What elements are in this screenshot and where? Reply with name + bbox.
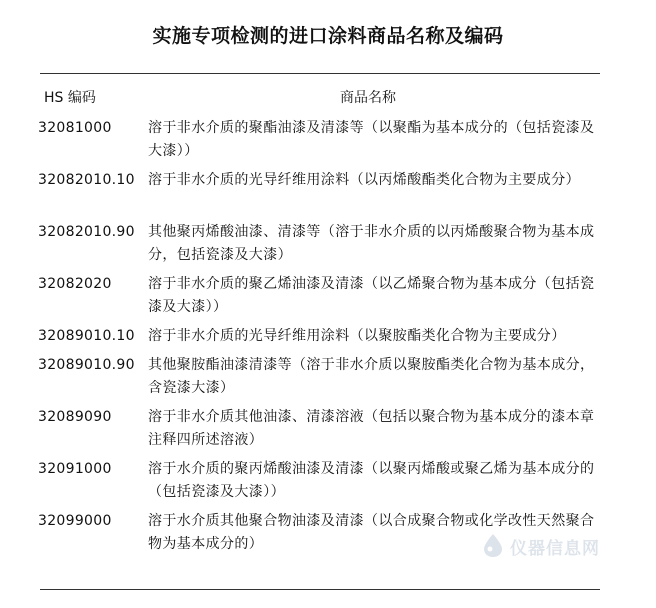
table-bottom-rule	[40, 589, 600, 590]
table-top-rule	[40, 73, 600, 74]
hs-code-cell: 32082010.10	[38, 172, 135, 188]
hs-code-cell: 32089010.90	[38, 357, 135, 373]
product-name-cell: 溶于水介质的聚丙烯酸油漆及清漆（以聚丙烯酸或聚乙烯为基本成分的（包括瓷漆及大漆））	[148, 461, 595, 500]
table-row	[0, 221, 656, 273]
watermark	[480, 530, 610, 560]
column-header-hs-code: HS 编码	[44, 90, 96, 106]
product-name-cell: 溶于非水介质其他油漆、清漆溶液（包括以聚合物为基本成分的漆本章注释四所述溶液）	[148, 409, 595, 448]
hs-code-cell: 32091000	[38, 461, 112, 477]
product-name-cell: 溶于非水介质的聚乙烯油漆及清漆（以乙烯聚合物为基本成分（包括瓷漆及大漆））	[148, 276, 595, 315]
table-row	[0, 117, 656, 169]
hs-code-cell: 32082010.90	[38, 224, 135, 240]
table-row	[0, 325, 656, 354]
hs-code-cell: 32081000	[38, 120, 112, 136]
watermark-text: 仪器信息网	[510, 539, 600, 559]
table-body	[0, 117, 656, 562]
table-row	[0, 273, 656, 325]
table-row	[0, 406, 656, 458]
table-row	[0, 354, 656, 406]
product-name-cell: 溶于水介质其他聚合物油漆及清漆（以合成聚合物或化学改性天然聚合物为基本成分的）	[148, 513, 595, 552]
product-name-cell: 其他聚丙烯酸油漆、清漆等（溶于非水介质的以丙烯酸聚合物为基本成分，包括瓷漆及大漆）	[148, 224, 595, 263]
column-header-product-name: 商品名称	[340, 90, 396, 106]
hs-code-cell: 32099000	[38, 513, 112, 529]
page-title: 实施专项检测的进口涂料商品名称及编码	[152, 25, 504, 47]
hs-code-cell: 32089010.10	[38, 328, 135, 344]
hs-code-cell: 32089090	[38, 409, 112, 425]
product-name-cell: 溶于非水介质的聚酯油漆及清漆等（以聚酯为基本成分的（包括瓷漆及大漆））	[148, 120, 595, 159]
table-row	[0, 458, 656, 510]
product-name-cell: 溶于非水介质的光导纤维用涂料（以聚胺酯类化合物为主要成分）	[148, 328, 566, 344]
product-name-cell: 溶于非水介质的光导纤维用涂料（以丙烯酸酯类化合物为主要成分）	[148, 172, 580, 188]
droplet-logo-icon	[480, 532, 506, 558]
hs-code-cell: 32082020	[38, 276, 112, 292]
product-name-cell: 其他聚胺酯油漆清漆等（溶于非水介质以聚胺酯类化合物为基本成分，含瓷漆大漆）	[148, 357, 595, 396]
table-row	[0, 169, 656, 221]
